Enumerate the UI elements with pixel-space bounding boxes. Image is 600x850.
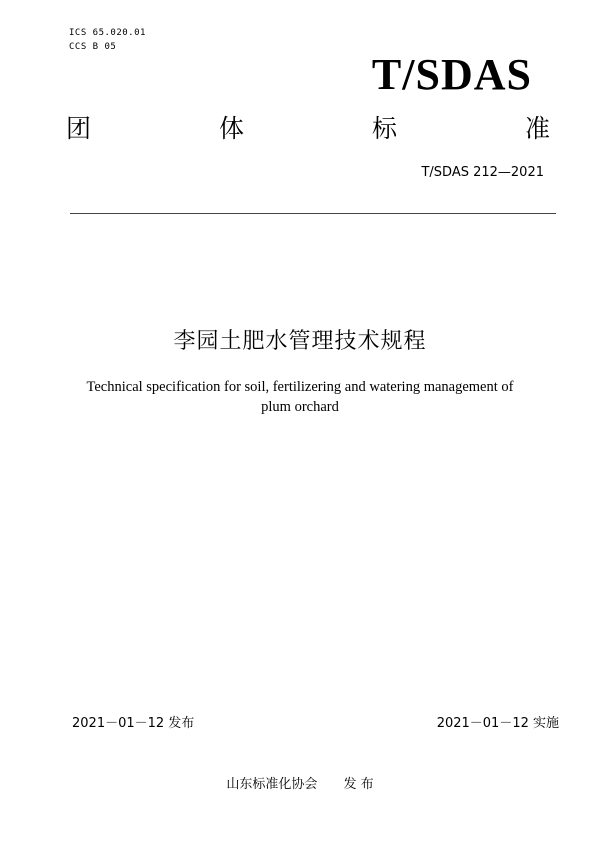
standard-type-char: 体 [218,114,244,143]
ics-code: ICS 65.020.01 [69,28,146,38]
standard-brand-logo: T/SDAS [371,50,532,99]
publisher-line [0,777,600,793]
standard-type-char: 团 [66,114,92,143]
implementation-date: 2021－01－12 实施 [436,716,559,731]
standard-type-heading [66,113,550,145]
publisher-name: 山东标准化协会 [226,777,318,792]
release-date: 2021－01－12 发布 [72,716,195,731]
document-title-chinese: 李园土肥水管理技术规程 [173,329,427,354]
standard-type-char: 标 [371,114,397,143]
publisher-action: 发 布 [343,777,374,792]
standard-type-char: 准 [524,114,550,143]
standard-number: T/SDAS 212—2021 [421,165,544,180]
header-divider [70,213,556,214]
ccs-code: CCS B 05 [69,42,117,52]
document-title-english: Technical specification for soil, fertilizering and watering management of plum orchard [86,379,514,415]
